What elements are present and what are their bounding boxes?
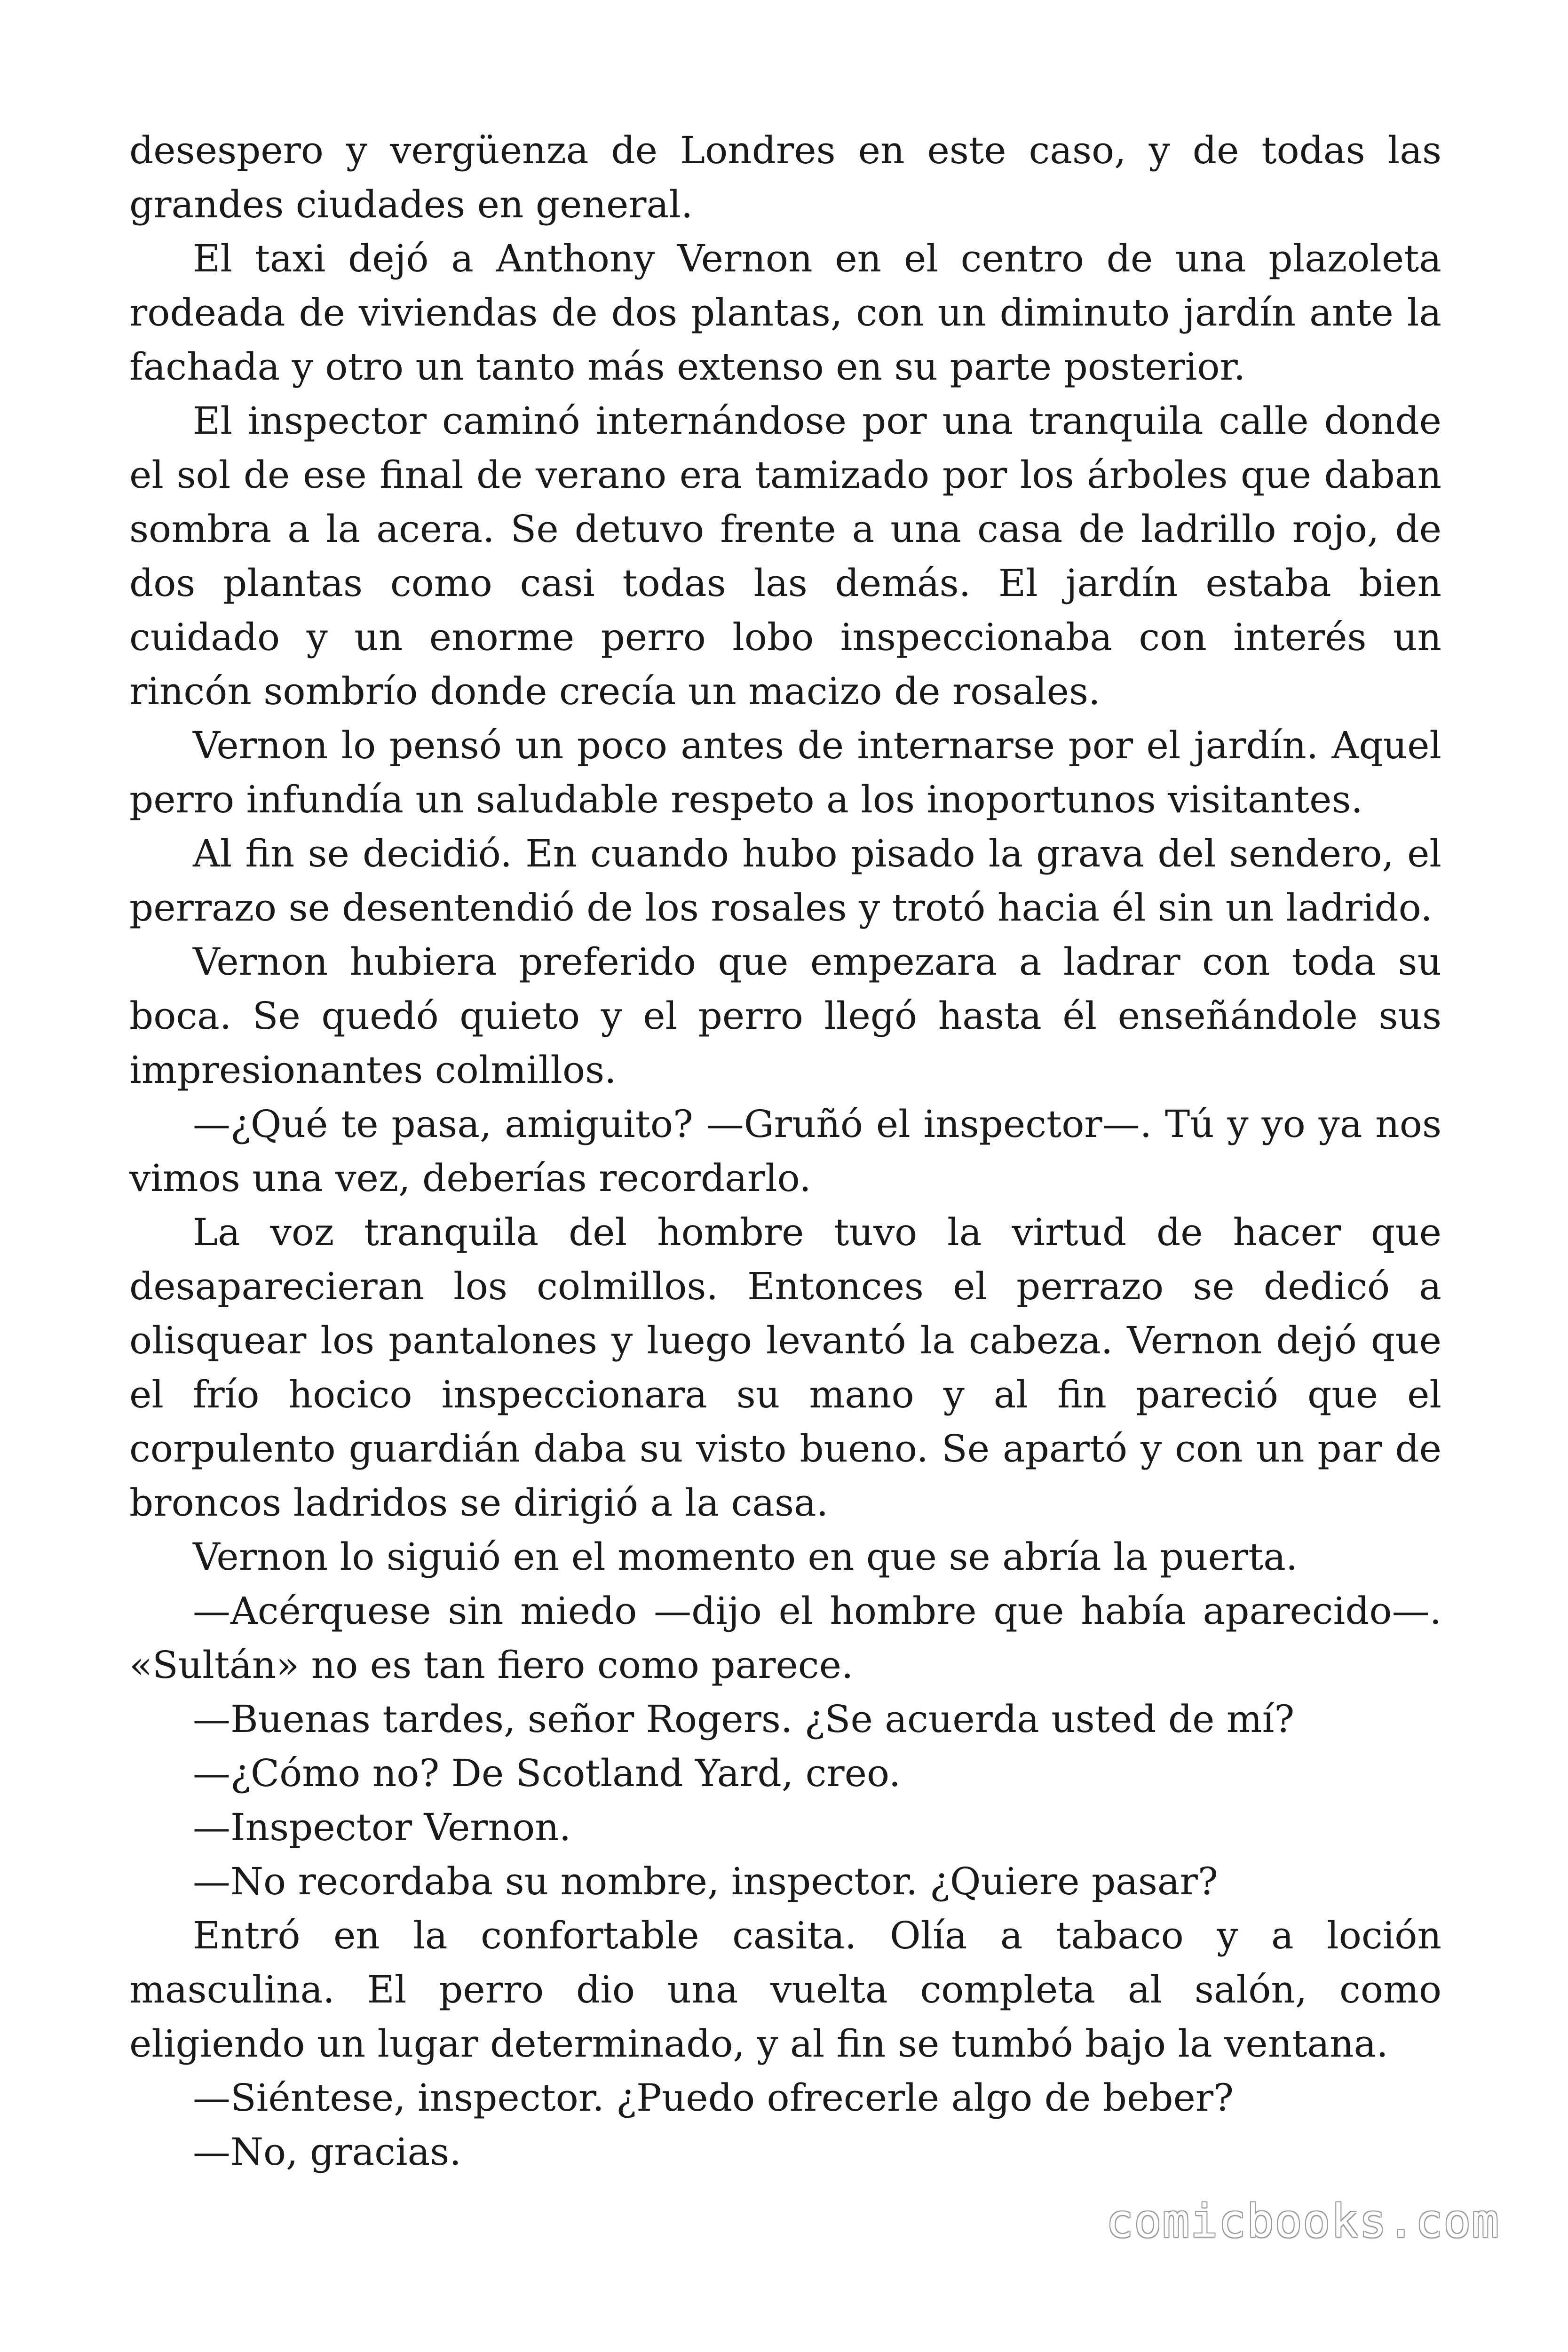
paragraph: Al fin se decidió. En cuando hubo pisado la grava del sendero, el perrazo se desentendió de los rosales y trotó hacia él sin un ladrido. <box>129 832 1441 930</box>
paragraph: —¿Qué te pasa, amiguito? —Gruñó el inspector—. Tú y yo ya nos vimos una vez, deberías recordarlo. <box>129 1102 1441 1200</box>
watermark: comicbooks.com <box>1106 2195 1500 2248</box>
paragraph: Entró en la confortable casita. Olía a tabaco y a loción masculina. El perro dio una vuelta completa al salón, como eligiendo un lugar determinado, y al fin se tumbó bajo la ventana. <box>129 1914 1441 2066</box>
paragraph: Vernon hubiera preferido que empezara a ladrar con toda su boca. Se quedó quieto y el perro llegó hasta él enseñándole sus impresionantes colmillos. <box>129 940 1441 1092</box>
paragraph: La voz tranquila del hombre tuvo la virtud de hacer que desaparecieran los colmillos. Entonces el perrazo se dedicó a olisquear los pantalones y luego levantó la cabeza. Vernon dejó que el frío hocico inspeccionara su mano y al fin pareció que el corpulento guardián daba su visto bueno. Se apartó y con un par de broncos ladridos se dirigió a la casa. <box>129 1210 1441 1525</box>
paragraph: Vernon lo siguió en el momento en que se abría la puerta. <box>193 1535 1298 1579</box>
paragraph: —Siéntese, inspector. ¿Puedo ofrecerle algo de beber? <box>193 2076 1234 2120</box>
paragraph: El inspector caminó internándose por una tranquila calle donde el sol de ese final de verano era tamizado por los árboles que daban sombra a la acera. Se detuvo frente a una casa de ladrillo rojo, de dos plantas como casi todas las demás. El jardín estaba bien cuidado y un enorme perro lobo inspeccionaba con interés un rincón sombrío donde crecía un macizo de rosales. <box>129 399 1441 713</box>
paragraph: desespero y vergüenza de Londres en este caso, y de todas las grandes ciudades en general. <box>129 128 1441 226</box>
paragraph: —¿Cómo no? De Scotland Yard, creo. <box>193 1751 901 1795</box>
paragraph: Vernon lo pensó un poco antes de internarse por el jardín. Aquel perro infundía un saludable respeto a los inoportunos visitantes. <box>129 723 1441 821</box>
book-page <box>129 123 1441 2240</box>
body-text <box>129 123 1441 2179</box>
paragraph: —No, gracias. <box>193 2130 461 2174</box>
paragraph: —No recordaba su nombre, inspector. ¿Quiere pasar? <box>193 1859 1218 1903</box>
paragraph: —Buenas tardes, señor Rogers. ¿Se acuerda usted de mí? <box>193 1697 1295 1741</box>
paragraph: El taxi dejó a Anthony Vernon en el centro de una plazoleta rodeada de viviendas de dos plantas, con un diminuto jardín ante la fachada y otro un tanto más extenso en su parte posterior. <box>129 237 1441 389</box>
paragraph: —Acérquese sin miedo —dijo el hombre que había aparecido—. «Sultán» no es tan fiero como parece. <box>129 1589 1441 1687</box>
paragraph: —Inspector Vernon. <box>193 1805 571 1849</box>
